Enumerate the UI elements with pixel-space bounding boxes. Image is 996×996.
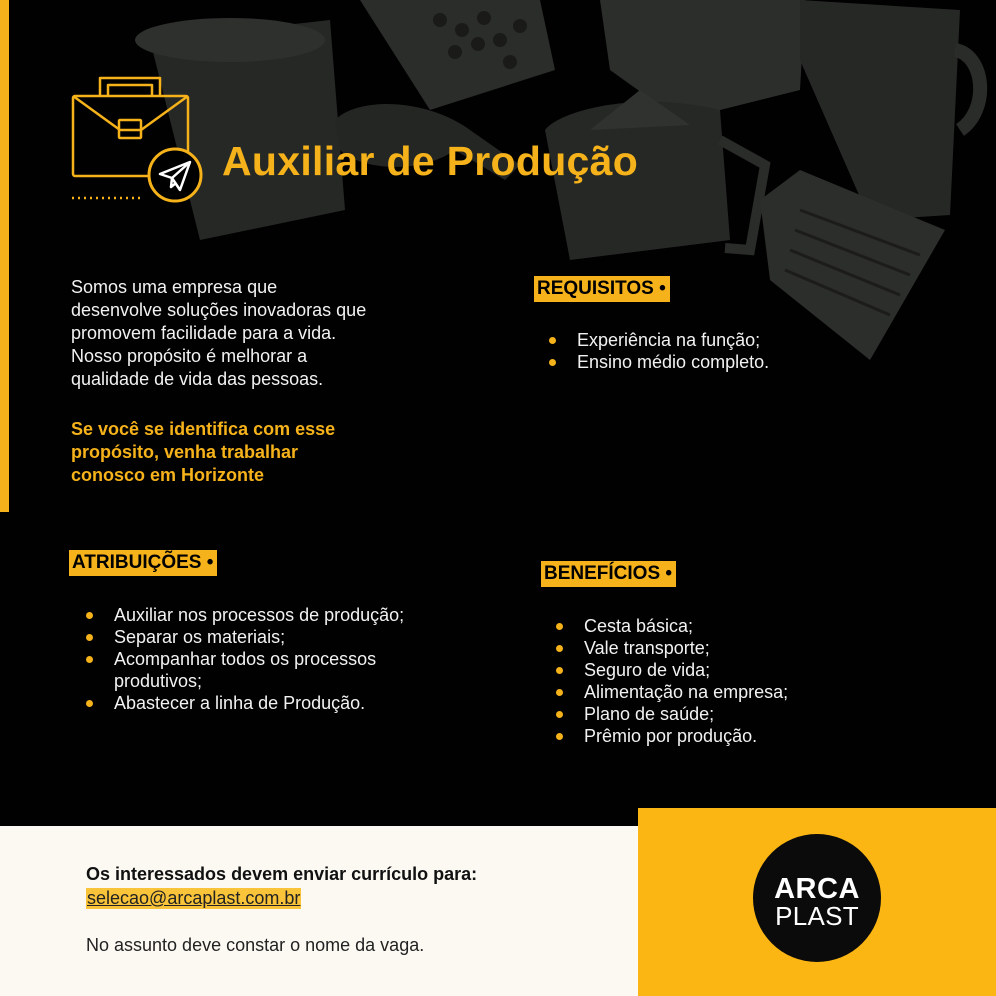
requisitos-heading: REQUISITOS •	[534, 276, 670, 302]
list-item: Auxiliar nos processos de produção;	[84, 604, 474, 626]
list-item: Separar os materiais;	[84, 626, 474, 648]
list-item: Acompanhar todos os processos produtivos;	[84, 648, 434, 692]
contact-panel	[0, 826, 638, 996]
list-item: Experiência na função;	[547, 329, 967, 351]
list-item: Seguro de vida;	[554, 659, 954, 681]
list-item: Plano de saúde;	[554, 703, 954, 725]
requisitos-list	[547, 329, 967, 373]
company-logo	[753, 834, 881, 962]
company-intro	[71, 276, 451, 391]
job-title: Auxiliar de Produção	[222, 138, 639, 184]
atribuicoes-list	[84, 604, 474, 714]
beneficios-list	[554, 615, 954, 747]
paper-plane-icon	[64, 140, 214, 210]
accent-bar	[0, 0, 9, 512]
email-link[interactable]: selecao@arcaplast.com.br	[87, 888, 301, 908]
logo-line-2: PLAST	[775, 901, 859, 931]
intro-text: Somos uma empresa que desenvolve soluções inovadoras que promovem facilidade para a vida. Nosso propósito é melhorar a qualidade de vida das pessoas.	[71, 277, 367, 389]
list-item: Alimentação na empresa;	[554, 681, 954, 703]
list-item: Prêmio por produção.	[554, 725, 954, 747]
list-item: Ensino médio completo.	[547, 351, 967, 373]
list-item: Vale transporte;	[554, 637, 954, 659]
intro-callout: Se você se identifica com esse propósito, venha trabalhar conosco em Horizonte	[71, 419, 336, 485]
beneficios-heading: BENEFÍCIOS •	[541, 561, 676, 587]
subject-note: No assunto deve constar o nome da vaga.	[86, 935, 425, 955]
list-item: Abastecer a linha de Produção.	[84, 692, 474, 714]
contact-cta: Os interessados devem enviar currículo para:	[86, 864, 478, 884]
atribuicoes-heading: ATRIBUIÇÕES •	[69, 550, 217, 576]
list-item: Cesta básica;	[554, 615, 954, 637]
logo-line-1: ARCA	[774, 873, 860, 905]
